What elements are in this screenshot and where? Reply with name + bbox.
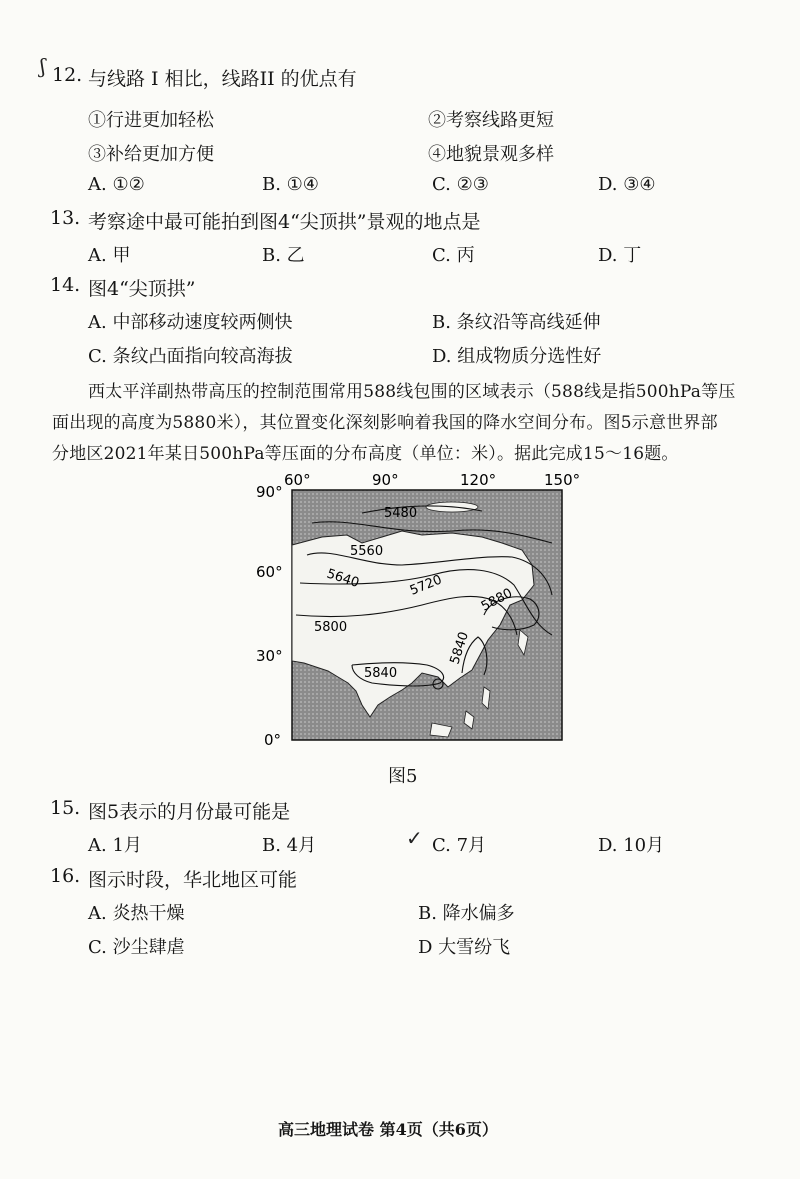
- intro-line-1: 西太平洋副热带高压的控制范围常用588线包围的区域表示（588线是指500hPa等压: [88, 382, 736, 402]
- intro-line-2: 面出现的高度为5880米），其位置变化深刻影响着我国的降水空间分布。图5示意世界部: [52, 413, 718, 433]
- q13-option-d: D. 丁: [598, 245, 642, 266]
- q13-number: 13.: [50, 207, 81, 229]
- contour-label-5840-east: 5840: [447, 630, 473, 667]
- contour-label-5480: 5480: [384, 506, 418, 521]
- q15-stem: 图5表示的月份最可能是: [88, 801, 291, 823]
- q12-number: 12.: [52, 64, 83, 86]
- q12-option-c: C. ②③: [432, 174, 489, 195]
- q16-option-b: B. 降水偏多: [418, 903, 515, 924]
- q13-option-a: A. 甲: [88, 245, 131, 266]
- q13-option-b: B. 乙: [262, 245, 305, 266]
- page-footer: 高三地理试卷 第4页（共6页）: [278, 1120, 498, 1139]
- q14-option-c: C. 条纹凸面指向较高海拔: [88, 346, 293, 367]
- lat-label-60: 60°: [256, 563, 283, 581]
- q12-option-d: D. ③④: [598, 174, 656, 195]
- lon-label-90: 90°: [372, 471, 399, 489]
- contour-label-5880: 5880: [478, 585, 516, 615]
- contour-label-5840-south: 5840: [364, 666, 398, 681]
- q15-option-a: A. 1月: [88, 835, 142, 856]
- lat-label-0: 0°: [264, 731, 282, 749]
- q15-option-c: C. 7月: [432, 835, 487, 856]
- q16-stem: 图示时段，华北地区可能: [88, 869, 298, 891]
- q16-option-c: C. 沙尘肆虐: [88, 937, 185, 958]
- q12-option-b: B. ①④: [262, 174, 319, 195]
- q15-number: 15.: [50, 797, 81, 819]
- intro-line-3: 分地区2021年某日500hPa等压面的分布高度（单位：米）。据此完成15～16题。: [52, 444, 679, 464]
- check-mark-icon: ✓: [406, 826, 423, 850]
- q16-number: 16.: [50, 865, 81, 887]
- q12-statement-4: ④地貌景观多样: [428, 144, 554, 165]
- contour-label-5720: 5720: [407, 572, 445, 599]
- lat-label-30: 30°: [256, 647, 283, 665]
- q12-statement-2: ②考察线路更短: [428, 110, 554, 131]
- figure-5-caption: 图5: [388, 766, 418, 787]
- q16-option-a: A. 炎热干燥: [88, 903, 185, 924]
- lon-label-150: 150°: [544, 471, 581, 489]
- contour-label-5640: 5640: [324, 566, 361, 592]
- q13-option-c: C. 丙: [432, 245, 475, 266]
- pen-mark-icon: ʃ: [40, 54, 46, 78]
- q15-option-b: B. 4月: [262, 835, 317, 856]
- q13-stem: 考察途中最可能拍到图4“尖顶拱”景观的地点是: [88, 211, 481, 233]
- q14-option-a: A. 中部移动速度较两侧快: [88, 312, 293, 333]
- q12-option-a: A. ①②: [88, 174, 145, 195]
- q14-option-b: B. 条纹沿等高线延伸: [432, 312, 601, 333]
- q14-option-d: D. 组成物质分选性好: [432, 346, 602, 367]
- q12-stem: 与线路 I 相比，线路II 的优点有: [88, 68, 357, 90]
- q15-option-d: D. 10月: [598, 835, 665, 856]
- q14-stem: 图4“尖顶拱”: [88, 278, 196, 300]
- q14-number: 14.: [50, 274, 81, 296]
- lat-label-90: 90°: [256, 483, 283, 501]
- contour-label-5560: 5560: [350, 544, 384, 559]
- q12-statement-3: ③补给更加方便: [88, 144, 214, 165]
- q12-statement-1: ①行进更加轻松: [88, 110, 214, 131]
- lon-label-60: 60°: [284, 471, 311, 489]
- lon-label-120: 120°: [460, 471, 497, 489]
- figure-5-map: [252, 465, 582, 755]
- contour-label-5800: 5800: [314, 620, 348, 635]
- map-svg: [252, 465, 582, 755]
- q16-option-d: D 大雪纷飞: [418, 937, 511, 958]
